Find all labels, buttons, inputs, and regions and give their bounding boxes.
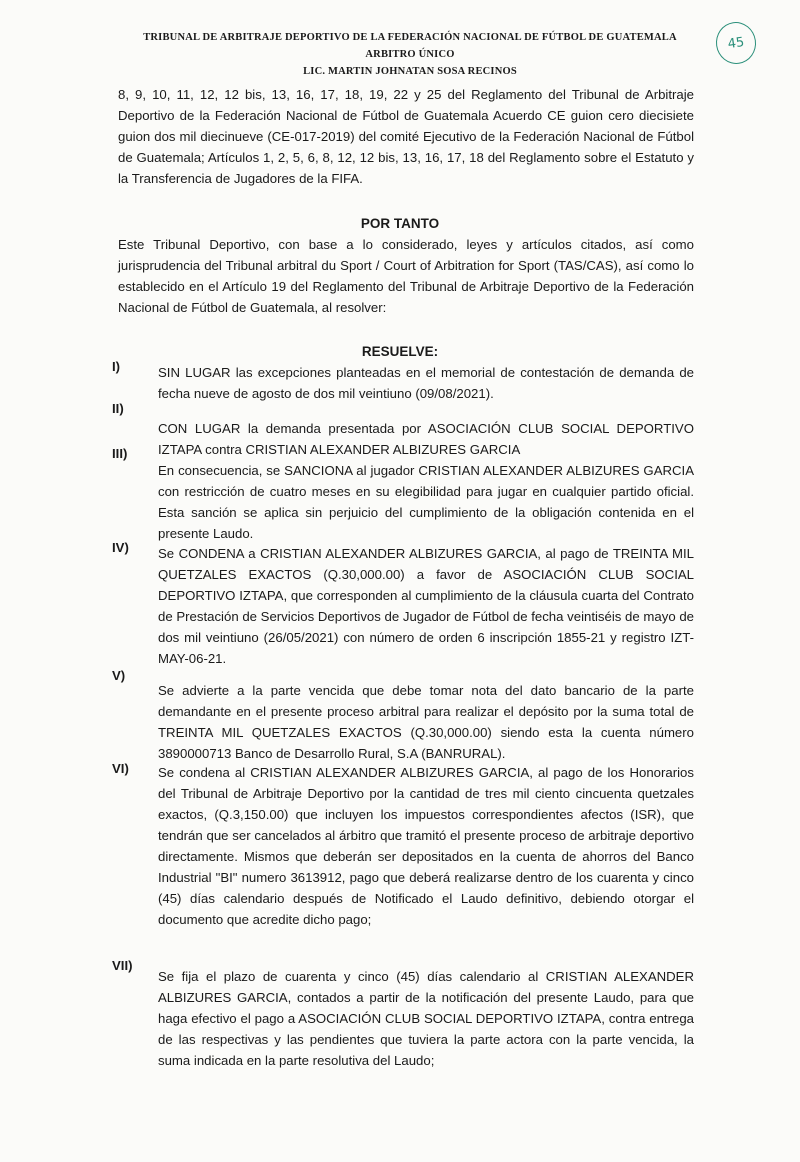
resolution-item: Se advierte a la parte vencida que debe tomar nota del dato bancario de la parte demandante en el presente proceso arbitral para realizar el depósito por la suma total de TREINTA MIL QUETZALES EXACTOS (Q.30,000.00) siendo esta la cuenta número 3890000713 Banco de Desarrollo Rural, S.A (BANRURAL). bbox=[158, 683, 694, 761]
item-number: VII) bbox=[112, 958, 133, 973]
resolution-item: Se CONDENA a CRISTIAN ALEXANDER ALBIZURES GARCIA, al pago de TREINTA MIL QUETZALES EXACTOS (Q.30,000.00) a favor de ASOCIACIÓN CLUB SOCIAL DEPORTIVO IZTAPA, que corresponden al cumplimiento de la cláusula cuarta del Contrato de Prestación de Servicios Deportivos de Jugador de Fútbol de fecha veintiséis de mayo de dos mil veintiuno (26/05/2021) con número de orden 6 inscripción 1855-21 y registro IZT-MAY-06-21. bbox=[158, 546, 694, 666]
item-number: IV) bbox=[112, 540, 129, 555]
arbitrator-name: LIC. MARTIN JOHNATAN SOSA RECINOS bbox=[303, 66, 517, 77]
por-tanto-paragraph: Este Tribunal Deportivo, con base a lo considerado, leyes y artículos citados, así como jurisprudencia del Tribunal arbitral du Sport / Court of Arbitration for Sport (TAS/CAS), así como lo establecido en el Artículo 19 del Reglamento del Tribunal de Arbitraje Deportivo de la Federación Nacional de Fútbol de Guatemala, al resolver: bbox=[118, 237, 694, 315]
resuelve-heading: RESUELVE: bbox=[361, 344, 439, 359]
item-number: I) bbox=[112, 359, 121, 374]
item-number: VI) bbox=[112, 761, 129, 776]
arbitrator-title: ARBITRO ÚNICO bbox=[365, 49, 455, 60]
resolution-item: En consecuencia, se SANCIONA al jugador CRISTIAN ALEXANDER ALBIZURES GARCIA con restricción de cuatro meses en su elegibilidad para jugar en cualquier partido oficial. Esta sanción se aplica sin perjuicio del cumplimiento de la obligación contenida en el presente Laudo. bbox=[158, 463, 694, 541]
tribunal-header: TRIBUNAL DE ARBITRAJE DEPORTIVO DE LA FEDERACIÓN NACIONAL DE FÚTBOL DE GUATEMALA bbox=[143, 32, 677, 43]
item-number: V) bbox=[112, 668, 126, 683]
resolution-item: SIN LUGAR las excepciones planteadas en el memorial de contestación de demanda de fecha nueve de agosto de dos mil veintiuno (09/08/2021). bbox=[158, 365, 694, 401]
intro-paragraph: 8, 9, 10, 11, 12, 12 bis, 13, 16, 17, 18, 19, 22 y 25 del Reglamento del Tribunal de Arbitraje Deportivo de la Federación Nacional de Fútbol de Guatemala Acuerdo CE guion cero diecisiete guion dos mil diecinueve (CE-017-2019) del comité Ejecutivo de la Federación Nacional de Fútbol de Guatemala; Artículos 1, 2, 5, 6, 8, 12, 12 bis, 13, 16, 17, 18 del Reglamento sobre el Estatuto y la Transferencia de Jugadores de la FIFA. bbox=[118, 87, 694, 186]
resolution-item: CON LUGAR la demanda presentada por ASOCIACIÓN CLUB SOCIAL DEPORTIVO IZTAPA contra CRISTIAN ALEXANDER ALBIZURES GARCIA bbox=[158, 421, 694, 457]
resolution-item: Se condena al CRISTIAN ALEXANDER ALBIZURES GARCIA, al pago de los Honorarios del Tribunal de Arbitraje Deportivo por la cantidad de tres mil ciento cincuenta quetzales exactos, (Q.3,150.00) que incluyen los impuestos correspondientes afectos (ISR), que tendrán que ser cancelados al árbitro que tramitó el presente proceso de arbitraje deportivo directamente. Mismos que deberán ser depositados en la cuenta de ahorros del Banco Industrial "BI" numero 3613912, pago que deberá realizarse dentro de los cuarenta y cinco (45) días calendario después de Notificado el Laudo definitivo, debiendo otorgar el documento que acredite dicho pago; bbox=[158, 765, 694, 927]
item-number: III) bbox=[112, 446, 128, 461]
resolution-item: Se fija el plazo de cuarenta y cinco (45) días calendario al CRISTIAN ALEXANDER ALBIZURES GARCIA, contados a partir de la notificación del presente Laudo, para que haga efectivo el pago a ASOCIACIÓN CLUB SOCIAL DEPORTIVO IZTAPA, contra entrega de las respectivas y las pendientes que tuviera la parte actora con la parte vencida, la suma indicada en la parte resolutiva del Laudo; bbox=[158, 969, 694, 1068]
page-number-stamp: 45 bbox=[713, 19, 758, 66]
item-number: II) bbox=[112, 401, 124, 416]
por-tanto-heading: POR TANTO bbox=[360, 216, 440, 231]
